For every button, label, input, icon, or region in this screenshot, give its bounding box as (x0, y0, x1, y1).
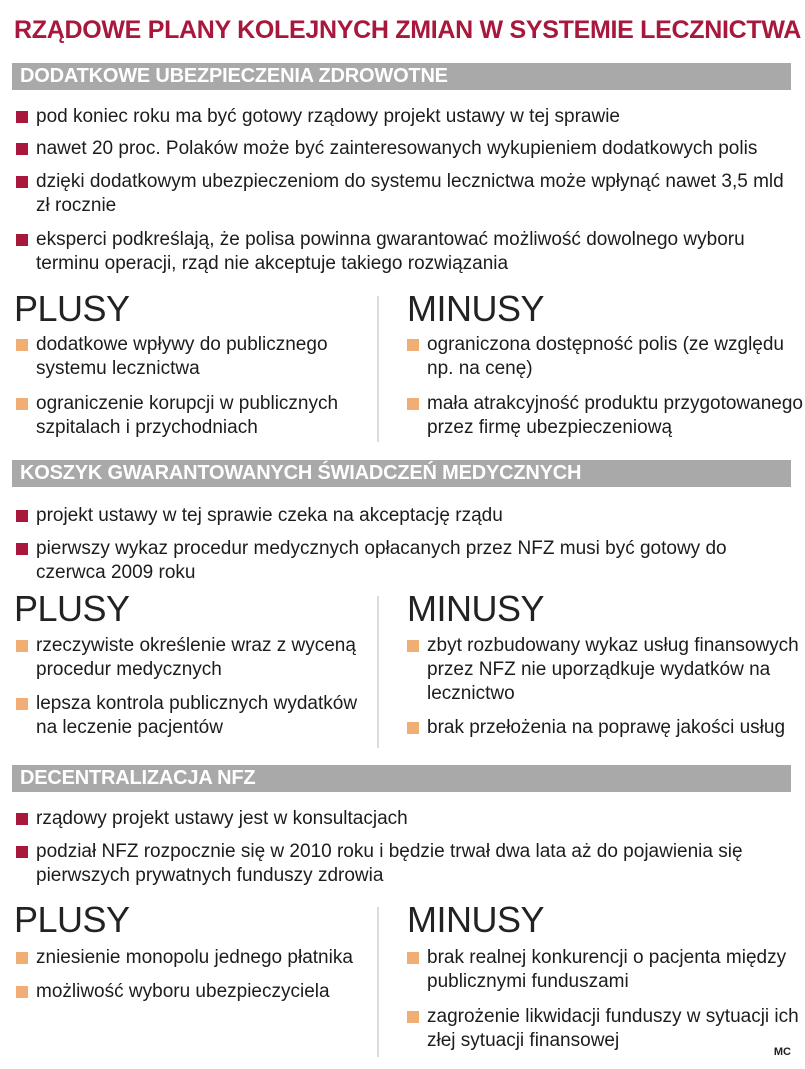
minus-heading: MINUSY (407, 588, 545, 629)
minus-heading: MINUSY (407, 288, 545, 329)
fact-item (16, 807, 791, 831)
plus-text: możliwość wyboru ubezpieczyciela (36, 981, 330, 1002)
fact-item (16, 840, 791, 888)
plus-item (16, 333, 366, 381)
square-bullet-icon (16, 398, 28, 410)
plus-item (16, 634, 366, 682)
square-bullet-icon (16, 846, 28, 858)
minus-item (407, 392, 805, 440)
square-bullet-icon (16, 543, 28, 555)
column-divider (377, 296, 379, 442)
minus-text: brak realnej konkurencji o pacjenta między publicznymi funduszami (427, 947, 787, 992)
plus-heading: PLUSY (14, 288, 130, 329)
square-bullet-icon (407, 640, 419, 652)
plus-item (16, 946, 376, 970)
square-bullet-icon (16, 640, 28, 652)
square-bullet-icon (16, 510, 28, 522)
section-heading-decentralizacja-nfz: DECENTRALIZACJA NFZ (12, 765, 791, 792)
page-title: RZĄDOWE PLANY KOLEJNYCH ZMIAN W SYSTEMIE LECZNICTWA (14, 16, 802, 44)
square-bullet-icon (16, 339, 28, 351)
section-heading-dodatkowe-ubezpieczenia: DODATKOWE UBEZPIECZENIA ZDROWOTNE (12, 63, 791, 90)
fact-text: projekt ustawy w tej sprawie czeka na akceptację rządu (36, 505, 503, 526)
plus-text: lepsza kontrola publicznych wydatków na leczenie pacjentów (36, 693, 358, 738)
minus-item (407, 946, 805, 994)
square-bullet-icon (407, 398, 419, 410)
plus-item (16, 980, 376, 1004)
plus-item (16, 692, 366, 740)
square-bullet-icon (407, 952, 419, 964)
fact-text: podział NFZ rozpocznie się w 2010 roku i będzie trwał dwa lata aż do pojawienia się pierwszych prywatnych funduszy zdrowia (36, 841, 743, 886)
square-bullet-icon (407, 339, 419, 351)
plus-text: rzeczywiste określenie wraz z wyceną procedur medycznych (36, 635, 356, 680)
minus-text: brak przełożenia na poprawę jakości usług (427, 717, 786, 738)
fact-text: pierwszy wykaz procedur medycznych opłacanych przez NFZ musi być gotowy do czerwca 2009 roku (36, 538, 727, 583)
minus-text: zbyt rozbudowany wykaz usług finansowych przez NFZ nie uporządkuje wydatków na lecznictwo (427, 635, 799, 704)
fact-item (16, 228, 791, 276)
minus-text: mała atrakcyjność produktu przygotowanego przez firmę ubezpieczeniową (427, 393, 803, 438)
plus-heading: PLUSY (14, 588, 130, 629)
square-bullet-icon (16, 176, 28, 188)
square-bullet-icon (16, 234, 28, 246)
square-bullet-icon (16, 986, 28, 998)
square-bullet-icon (16, 143, 28, 155)
section-heading-koszyk-swiadczen: KOSZYK GWARANTOWANYCH ŚWIADCZEŃ MEDYCZNYCH (12, 460, 791, 487)
column-divider (377, 596, 379, 748)
fact-item (16, 537, 791, 585)
square-bullet-icon (407, 722, 419, 734)
fact-text: eksperci podkreślają, że polisa powinna gwarantować możliwość dowolnego wyboru terminu operacji, rząd nie akceptuje takiego rozwiązania (36, 229, 745, 274)
fact-text: dzięki dodatkowym ubezpieczeniom do systemu lecznictwa może wpłynąć nawet 3,5 mld zł rocznie (36, 171, 784, 216)
author-signature: MC (773, 1046, 791, 1058)
square-bullet-icon (16, 111, 28, 123)
fact-item (16, 137, 791, 161)
plus-text: zniesienie monopolu jednego płatnika (36, 947, 353, 968)
minus-text: zagrożenie likwidacji funduszy w sytuacji ich złej sytuacji finansowej (427, 1006, 799, 1051)
fact-text: rządowy projekt ustawy jest w konsultacjach (36, 808, 408, 829)
plus-item (16, 392, 366, 440)
square-bullet-icon (16, 813, 28, 825)
square-bullet-icon (16, 698, 28, 710)
minus-item (407, 716, 805, 740)
plus-text: ograniczenie korupcji w publicznych szpitalach i przychodniach (36, 393, 339, 438)
square-bullet-icon (16, 952, 28, 964)
square-bullet-icon (407, 1011, 419, 1023)
column-divider (377, 907, 379, 1057)
fact-text: pod koniec roku ma być gotowy rządowy projekt ustawy w tej sprawie (36, 106, 620, 127)
minus-heading: MINUSY (407, 899, 545, 940)
plus-heading: PLUSY (14, 899, 130, 940)
plus-text: dodatkowe wpływy do publicznego systemu lecznictwa (36, 334, 328, 379)
fact-item (16, 170, 791, 218)
minus-item (407, 1005, 805, 1053)
fact-text: nawet 20 proc. Polaków może być zainteresowanych wykupieniem dodatkowych polis (36, 138, 758, 159)
minus-item (407, 333, 805, 381)
minus-item (407, 634, 805, 706)
minus-text: ograniczona dostępność polis (ze względu np. na cenę) (427, 334, 784, 379)
fact-item (16, 504, 791, 528)
fact-item (16, 105, 791, 129)
